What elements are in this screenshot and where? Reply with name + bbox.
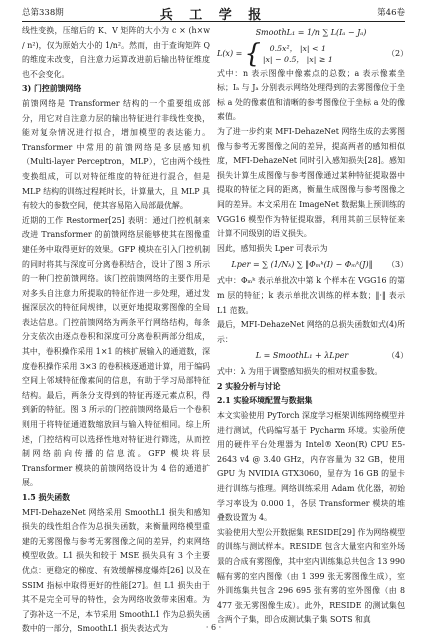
subsection-heading: 2.1 实验环境配置与数据集 — [217, 396, 313, 406]
paragraph: 因此，感知损失 Lper 可表示为 — [217, 243, 328, 253]
paragraph: 近期的工作 Restormer[25] 表明：通过门控机制来改进 Transformer 的前馈网络层能够使其在图像重建任务中取得更好的效果。GFP 模块在引入门控机制的同时将其与深度可分离卷积结合，设计了图 3 所示的一种门控前馈网络。该门控前馈网络的主要作用是对多头自注意力所提取的特征作进一步处理，通过发掘深层次的特征间规律，以更好地提取雾图像的全局表达信息。门控前馈网络为两条平行网络结构，每条分支依次由逐点卷积和深度可分离卷积两部分组成，其中，卷积操作采用 1×1 的核扩展输入的通道数，深度卷积操作采用 3×3 的卷积核逐通道计算，用于编码空间上邻域特征像素间的信息，有助于学习局部特征结构。最后，两条分支得到的特征再逐元素点积，得到新的特征。图 3 所示的门控前馈网络最后一个卷积则用于将特征通道数缩放回与输入特征相同。综上所述，门控结构可以选择性地对特征进行筛选，从而控制网络前向传播的信息流。GFP 模块将层 Transformer 模块的前馈网络设计为 4 倍的通道扩展。 — [22, 215, 210, 488]
left-column — [22, 24, 210, 637]
equation-3: Lper = ∑ (1/Nₖ) ∑ ‖Φₘᵏ(I) − Φₘᵏ(J)‖ （3） — [231, 260, 409, 270]
paragraph: 实验使用大型公开数据集 RESIDE[29] 作为网络模型的训练与测试样本。RESIDE 包含大量室内和室外场景的合成有雾图像，其中室内训练集总共包含 13 990 幅有雾的室内图像（由 1 399 张无雾图像生成），室外训练集共包含 296 695 张有雾的室外图像（由 8 477 张无雾图像生成）。此外，RESIDE 的测试集包含两个子集，即合成测试集子集 SOTS 和真 — [217, 527, 405, 625]
paragraph: 前馈网络是 Transformer 结构的一个重要组成部分，用它对自注意力层的输出特征进行非线性变换，能对复杂情况进行拟合，增加模型的表达能力。Transformer 中常用的前馈网络是多层感知机（Multi-layer Perceptron，MLP），它由两个线性变换组成，可以对特征维度的特征进行混合，但是 MLP 结构的训练过程耗时长，计算量大，且 MLP 具有较大的参数空间，使其容易陷入局部最优解。 — [22, 98, 210, 211]
paragraph: 线性变换，压缩后的 K、V 矩阵的大小为 c × (h×w / n²)，仅为原始大小的 1/n²。然而，由于查询矩阵 Q 的维度未改变，自注意力运算改进前后输出特征维度也不会变化。 — [22, 26, 210, 79]
right-column — [217, 24, 409, 628]
page-number: · 6 · — [205, 623, 222, 632]
header-rule — [22, 21, 405, 22]
paragraph: MFI-DehazeNet 网络采用 SmoothL1 损失和感知损失的线性组合作为总损失函数，来衡量网络模型重建的无雾图像与参考无雾图像之间的差异，约束网络模型收敛。L1 损失和较于 MSE 损失具有 3 个主要优点：更稳定的梯度、有效缓解梯度爆炸[26] 以及在 SSIM 指标中取得更好的性能[27]。但 L1 损失由于其不是完全可导的特性，会为网络收敛带来困难。为了弥补这一不足，本节采用 SmoothL1 作为总损失函数中的一部分，SmoothL1 损失表达式为 — [22, 507, 210, 634]
section-heading: 2 实验分析与讨论 — [217, 381, 281, 391]
volume-label: 第46卷 — [377, 8, 405, 18]
paragraph: 最后，MFI-DehazeNet 网络的总损失函数如式(4)所示： — [217, 320, 405, 344]
paragraph: 式中：Φₘᵏ 表示单批次中第 k 个样本在 VGG16 的第 m 层的特征；k 表示单批次训练的样本数；‖·‖ 表示 L1 范数。 — [217, 276, 405, 315]
paragraph: 为了进一步约束 MFI-DehazeNet 网络生成的去雾图像与参考无雾图像之间的差异，提高两者的感知相似度，MFI-DehazeNet 同时引入感知损失[28]。感知损失计算生成图像与参考图像通过某种特征提取器中提取的特征之间的距离，衡量生成图像与参考图像之间的差异。本文采用在 ImageNet 数据集上预训练的 VGG16 模型作为特征提取器，利用其前三层特征来计算不同级别的语义损失。 — [217, 126, 405, 239]
paragraph: 本文实验使用 PyTorch 深度学习框架训练网络模型并进行测试，代码编写基于 Pycharm 环境。实验所使用的硬件平台处理器为 Intel® Xeon(R) CPU E5-2643 v4 @ 3.40 GHz，内存容量为 32 GB，使用 GPU 为 NVIDIA GTX3060，显存为 16 GB 的显卡进行训练与推理。网络训练采用 Adam 优化器，初始学习率设为 0.000 1，各层 Transformer 模块的堆叠数设置为 4。 — [217, 411, 405, 523]
equation-1: SmoothL₁ = 1/n ∑ L(Iₐ − Jₐ) — [255, 28, 367, 37]
section-heading: 1.5 损失函数 — [22, 493, 71, 502]
equation-2: L(x) = { 0.5x²， |x| < 1 |x| − 0.5， |x| ≥ 1 （2） — [217, 38, 409, 69]
equation-4: L = SmoothL₁ + λLper （4） — [255, 351, 409, 361]
running-header — [22, 4, 405, 23]
paragraph: 式中：λ 为用于调整感知损失的相对权重参数。 — [217, 367, 383, 377]
section-heading: 3) 门控前馈网络 — [22, 84, 82, 94]
paragraph: 式中：n 表示图像中像素点的总数；a 表示像素坐标；Iₐ 与 Jₐ 分别表示网络处理得到的去雾图像位于坐标 a 处的像素值和清晰的参考图像位于坐标 a 处的像素值。 — [217, 68, 405, 122]
issue-label: 总第338期 — [22, 8, 64, 18]
journal-title: 兵 工 学 报 — [159, 8, 268, 23]
